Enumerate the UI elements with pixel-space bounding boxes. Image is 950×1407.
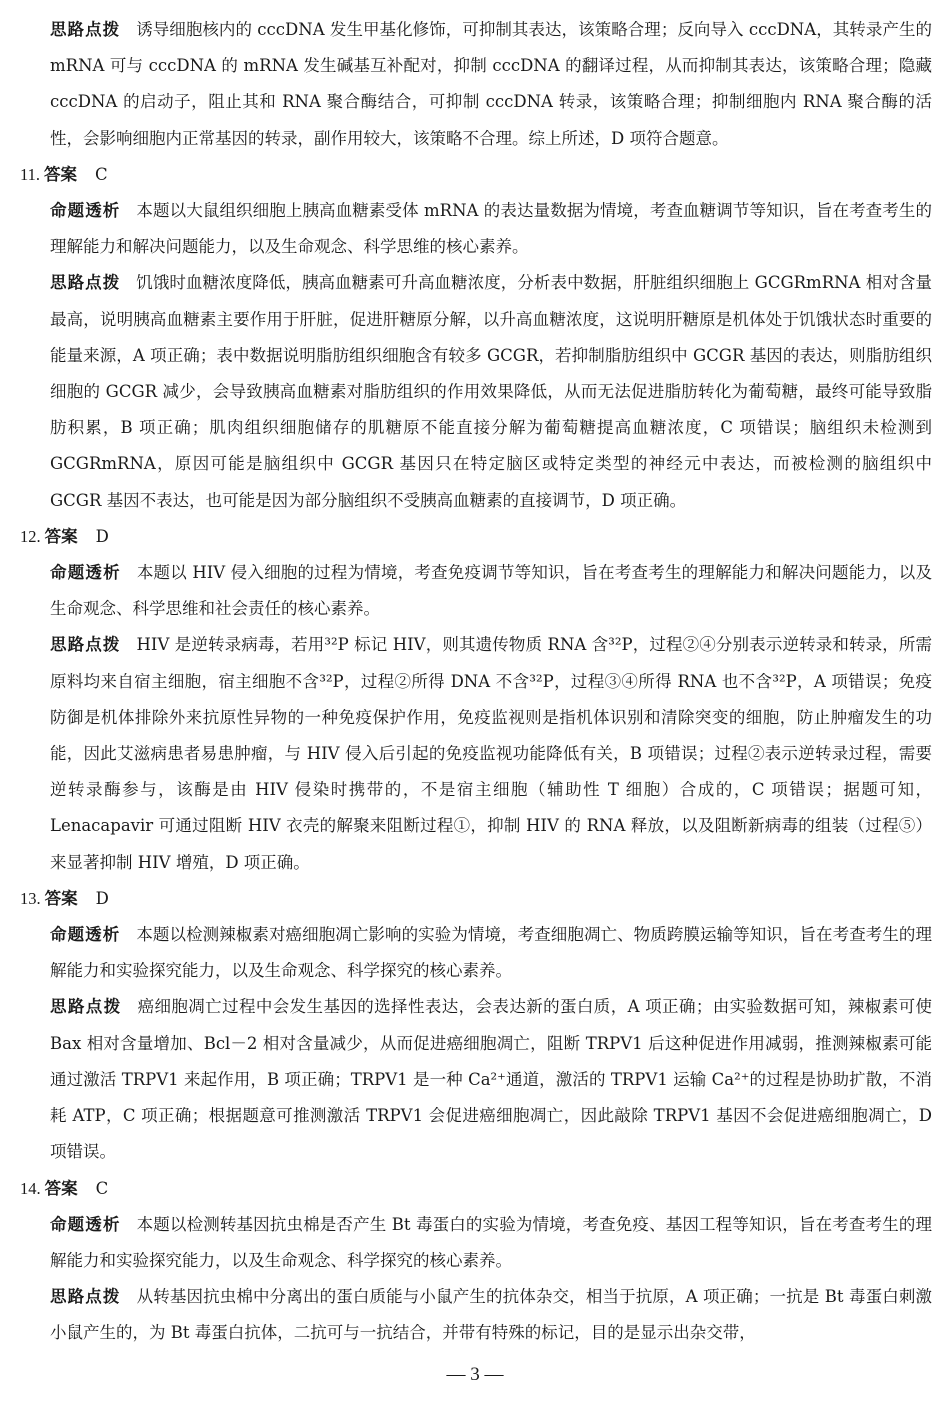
question-number: 12. bbox=[20, 526, 41, 546]
section-label: 思路点拨 bbox=[50, 20, 121, 39]
answer-line bbox=[20, 157, 932, 193]
section-label: 思路点拨 bbox=[50, 635, 121, 655]
explanation-paragraph bbox=[20, 12, 932, 157]
section-label: 命题透析 bbox=[50, 1214, 121, 1234]
page-number: — 3 — bbox=[446, 1364, 504, 1385]
answer-value: D bbox=[95, 526, 109, 546]
answer-value: C bbox=[95, 1178, 109, 1198]
explanation-paragraph bbox=[20, 555, 932, 627]
paragraph-text: 诱导细胞核内的 cccDNA 发生甲基化修饰，可抑制其表达，该策略合理；反向导入 cccDNA，其转录产生的 mRNA 可与 cccDNA 的 mRNA 发生碱基互补配对，抑制 cccDNA 的翻译过程，从而抑制其表达，该策略合理；隐藏 cccDNA 的启动子，阻止其和 RNA 聚合酶结合，可抑制 cccDNA 转录，该策略合理；抑制细胞内 RNA 聚合酶的活性，会影响细胞内正常基因的转录，副作用较大，该策略不合理。综上所述，D 项符合题意。 bbox=[50, 20, 932, 148]
explanation-paragraph bbox=[20, 1279, 932, 1351]
section-label: 命题透析 bbox=[50, 201, 121, 221]
explanation-paragraph bbox=[20, 989, 932, 1170]
section-label: 思路点拨 bbox=[50, 1287, 121, 1307]
paragraph-text: 癌细胞凋亡过程中会发生基因的选择性表达，会表达新的蛋白质，A 项正确；由实验数据可知，辣椒素可使 Bax 相对含量增加、Bcl－2 相对含量减少，从而促进癌细胞凋亡，阻断 TRPV1 后这种促进作用减弱，推测辣椒素可能通过激活 TRPV1 来起作用，B 项正确；TRPV1 是一种 Ca²⁺通道，激活的 TRPV1 运输 Ca²⁺的过程是协助扩散，不消耗 ATP，C 项正确；根据题意可推测激活 TRPV1 会促进癌细胞凋亡，因此敲除 TRPV1 基因不会促进癌细胞凋亡，D 项错误。 bbox=[50, 997, 932, 1162]
answer-line bbox=[20, 519, 932, 555]
section-label: 思路点拨 bbox=[50, 997, 122, 1017]
answer-label: 答案 bbox=[44, 164, 78, 184]
explanation-paragraph bbox=[20, 627, 932, 880]
explanation-paragraph bbox=[20, 265, 932, 518]
answer-label: 答案 bbox=[44, 888, 78, 908]
explanation-paragraph bbox=[20, 917, 932, 989]
answer-label: 答案 bbox=[44, 1178, 78, 1198]
explanation-paragraph bbox=[20, 193, 932, 265]
explanation-paragraph bbox=[20, 1207, 932, 1279]
answer-line bbox=[20, 1171, 932, 1207]
paragraph-text: 本题以大鼠组织细胞上胰高血糖素受体 mRNA 的表达量数据为情境，考查血糖调节等知识，旨在考查考生的理解能力和解决问题能力，以及生命观念、科学思维的核心素养。 bbox=[50, 201, 932, 257]
paragraph-text: 本题以检测转基因抗虫棉是否产生 Bt 毒蛋白的实验为情境，考查免疫、基因工程等知识，旨在考查考生的理解能力和实验探究能力，以及生命观念、科学探究的核心素养。 bbox=[50, 1214, 932, 1270]
paragraph-text: 本题以 HIV 侵入细胞的过程为情境，考查免疫调节等知识，旨在考查考生的理解能力和解决问题能力，以及生命观念、科学思维和社会责任的核心素养。 bbox=[50, 563, 933, 619]
paragraph-text: 饥饿时血糖浓度降低，胰高血糖素可升高血糖浓度，分析表中数据，肝脏组织细胞上 GCGRmRNA 相对含量最高，说明胰高血糖素主要作用于肝脏，促进肝糖原分解，以升高血糖浓度，这说明肝糖原是机体处于饥饿状态时重要的能量来源，A 项正确；表中数据说明脂肪组织细胞含有较多 GCGR，若抑制脂肪组织中 GCGR 基因的表达，则脂肪组织细胞的 GCGR 减少，会导致胰高血糖素对脂肪组织的作用效果降低，从而无法促进脂肪转化为葡萄糖，最终可能导致脂肪积累，B 项正确；肌肉组织细胞储存的肌糖原不能直接分解为葡萄糖提高血糖浓度，C 项错误；脑组织未检测到 GCGRmRNA，原因可能是脑组织中 GCGR 基因只在特定脑区或特定类型的神经元中表达，而被检测的脑组织中 GCGR 基因不表达，也可能是因为部分脑组织不受胰高血糖素的直接调节，D 项正确。 bbox=[50, 273, 932, 510]
section-label: 命题透析 bbox=[50, 925, 121, 945]
paragraph-text: 本题以检测辣椒素对癌细胞凋亡影响的实验为情境，考查细胞凋亡、物质跨膜运输等知识，旨在考查考生的理解能力和实验探究能力，以及生命观念、科学探究的核心素养。 bbox=[50, 925, 933, 981]
answer-value: D bbox=[95, 888, 109, 908]
answer-line bbox=[20, 881, 932, 917]
question-number: 14. bbox=[20, 1178, 41, 1198]
question-number: 13. bbox=[20, 888, 41, 908]
section-label: 思路点拨 bbox=[50, 273, 121, 293]
answer-label: 答案 bbox=[44, 526, 78, 546]
answer-explanations bbox=[20, 12, 932, 1352]
paragraph-text: 从转基因抗虫棉中分离出的蛋白质能与小鼠产生的抗体杂交，相当于抗原，A 项正确；一抗是 Bt 毒蛋白刺激小鼠产生的，为 Bt 毒蛋白抗体，二抗可与一抗结合，并带有特殊的标记，目的是显示出杂交带， bbox=[50, 1287, 933, 1343]
answer-value: C bbox=[95, 164, 108, 184]
section-label: 命题透析 bbox=[50, 563, 121, 583]
question-number: 11. bbox=[20, 164, 41, 184]
paragraph-text: HIV 是逆转录病毒，若用³²P 标记 HIV，则其遗传物质 RNA 含³²P，过程②④分别表示逆转录和转录，所需原料均来自宿主细胞，宿主细胞不含³²P，过程②所得 DNA 不含³²P，过程③④所得 RNA 也不含³²P，A 项错误；免疫防御是机体排除外来抗原性异物的一种免疫保护作用，免疫监视则是指机体识别和清除突变的细胞，防止肿瘤发生的功能，因此艾滋病患者易患肿瘤，与 HIV 侵入后引起的免疫监视功能降低有关，B 项错误；过程②表示逆转录过程，需要逆转录酶参与，该酶是由 HIV 侵染时携带的，不是宿主细胞（辅助性 T 细胞）合成的，C 项错误；据题可知，Lenacapavir 可通过阻断 HIV 衣壳的解聚来阻断过程①，抑制 HIV 的 RNA 释放，以及阻断新病毒的组装（过程⑤）来显著抑制 HIV 增殖，D 项正确。 bbox=[50, 635, 933, 872]
